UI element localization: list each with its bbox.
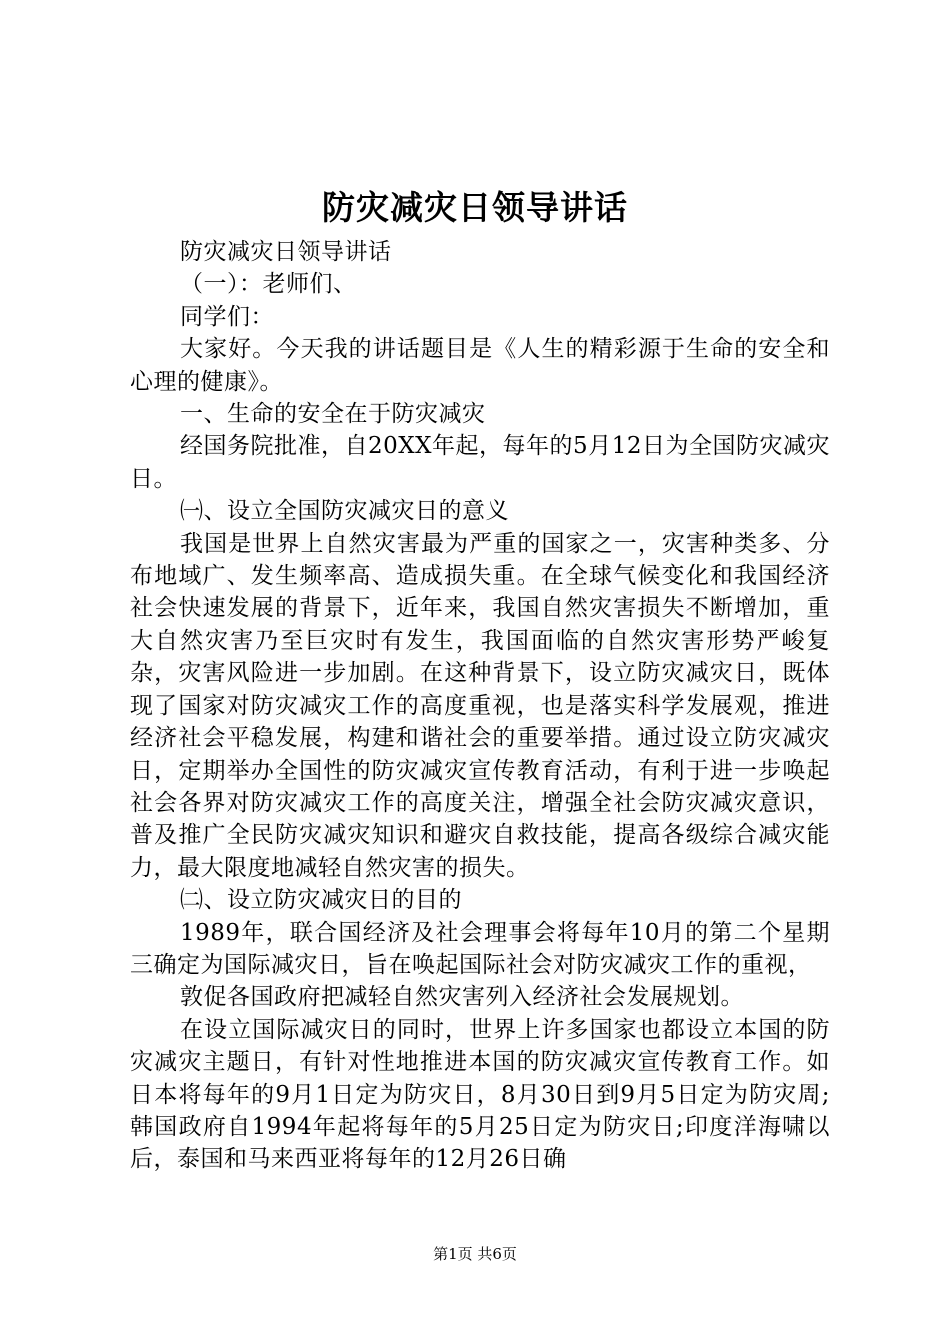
paragraph-urge: 敦促各国政府把减轻自然灾害列入经济社会发展规划。 xyxy=(180,984,744,1011)
paragraph-approval: 经国务院批准，自20XX年起，每年的5月12日为全国防灾减灾日。 xyxy=(130,433,830,492)
section-heading-1: 一、生命的安全在于防灾减灾 xyxy=(180,401,486,428)
paragraph-greeting: 大家好。今天我的讲话题目是《人生的精彩源于生命的安全和心理的健康》。 xyxy=(130,336,830,395)
subsection-heading-2: ㈡、设立防灾减灾日的目的 xyxy=(180,887,462,914)
paragraph-salutation-2: 同学们： xyxy=(180,303,274,330)
document-body xyxy=(130,236,830,1176)
subsection-heading-1: ㈠、设立全国防灾减灾日的意义 xyxy=(180,498,509,525)
paragraph-un-day: 1989年，联合国经济及社会理事会将每年10月的第二个星期三确定为国际减灾日，旨在唤起国际社会对防灾减灾工作的重视， xyxy=(130,919,830,978)
paragraph-countries: 在设立国际减灾日的同时，世界上许多国家也都设立本国的防灾减灾主题日，有针对性地推进本国的防灾减灾宣传教育工作。如日本将每年的9月1日定为防灾日，8月30日到9月5日定为防灾周;韩国政府自1994年起将每年的5月25日定为防灾日;印度洋海啸以后，泰国和马来西亚将每年的12月26日确 xyxy=(130,1016,830,1173)
paragraph-significance: 我国是世界上自然灾害最为严重的国家之一，灾害种类多、分布地域广、发生频率高、造成损失重。在全球气候变化和我国经济社会快速发展的背景下，近年来，我国自然灾害损失不断增加，重大自然灾害乃至巨灾时有发生，我国面临的自然灾害形势严峻复杂，灾害风险进一步加剧。在这种背景下，设立防灾减灾日，既体现了国家对防灾减灾工作的高度重视，也是落实科学发展观，推进经济社会平稳发展，构建和谐社会的重要举措。通过设立防灾减灾日，定期举办全国性的防灾减灾宣传教育活动，有利于进一步唤起社会各界对防灾减灾工作的高度关注，增强全社会防灾减灾意识，普及推广全民防灾减灾知识和避灾自救技能，提高各级综合减灾能力，最大限度地减轻自然灾害的损失。 xyxy=(130,530,830,881)
page-footer: 第1页 共6页 xyxy=(433,1245,517,1263)
paragraph-salutation-1: （一）：老师们、 xyxy=(180,271,357,298)
document-title: 防灾减灾日领导讲话 xyxy=(322,188,628,227)
paragraph-subtitle: 防灾减灾日领导讲话 xyxy=(180,239,392,265)
